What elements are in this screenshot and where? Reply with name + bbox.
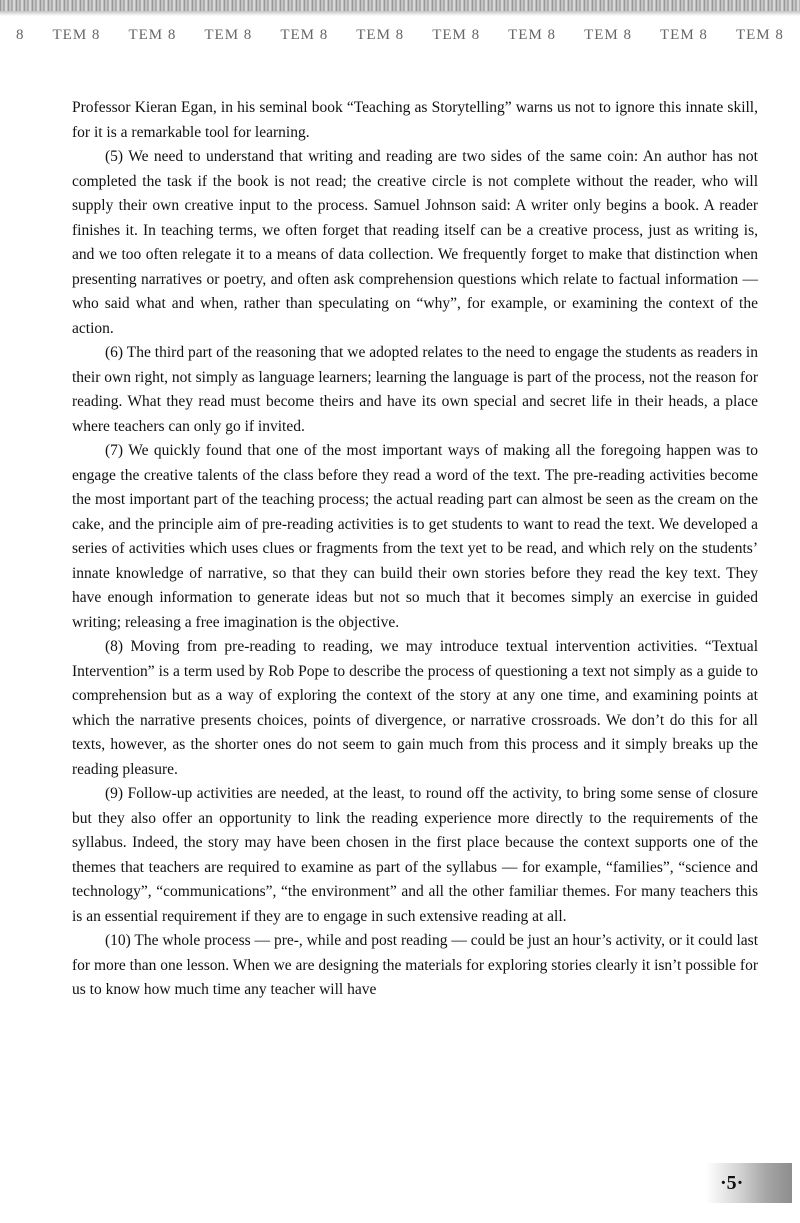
page-number: ·5· [706,1163,792,1203]
header-item: TEM 8 [280,26,329,43]
header-item: TEM 8 [204,26,253,43]
paragraph-10: (10) The whole process — pre-, while and post reading — could be just an hour’s activity, or it could last for more than one lesson. When we are designing the materials for exploring stories clearly it isn’t possible for us to know how much time any teacher will have [72,932,758,998]
header-item: TEM 8 [660,26,708,43]
paragraph-continued: Professor Kieran Egan, in his seminal book “Teaching as Storytelling” warns us not to ignore this innate skill, for it is a remarkable tool for learning. [72,99,758,141]
header-item: TEM 8 [52,26,101,43]
paragraph-7: (7) We quickly found that one of the most important ways of making all the foregoing happen was to engage the creative talents of the class before they read a word of the text. The pre-reading activities become the most important part of the teaching process; the actual reading part can almost be seen as the cream on the cake, and the principle aim of pre-reading activities is to get students to want to read the text. We developed a series of activities which uses clues or fragments from the text yet to be read, and which rely on the students’ innate knowledge of narrative, so that they can build their own stories before they read the key text. They have enough information to generate ideas but not so much that it becomes simply an exercise in guided writing; releasing a free imagination is the objective. [72,442,758,631]
header-item: TEM 8 [508,26,557,43]
article-body [72,96,758,1003]
paragraph-9: (9) Follow-up activities are needed, at the least, to round off the activity, to bring some sense of closure but they also offer an opportunity to link the reading experience more directly to the requirements of the syllabus. Indeed, the story may have been chosen in the first place because the context supports one of the themes that teachers are required to examine as part of the syllabus — for example, “families”, “science and technology”, “communications”, “the environment” and all the other familiar themes. For many teachers this is an essential requirement if they are to engage in such extensive reading at all. [72,785,758,925]
header-item: 8 [16,26,25,43]
paragraph-8: (8) Moving from pre-reading to reading, we may introduce textual intervention activities. “Textual Intervention” is a term used by Rob Pope to describe the process of questioning a text not simply as a guide to comprehension but as a way of exploring the context of the story at any one time, and examining points at which the narrative presents choices, points of divergence, or narrative crossroads. We don’t do this for all texts, however, as the shorter ones do not seem to gain much from this process and it simply breaks up the reading pleasure. [72,638,758,778]
scan-edge-artifact [0,0,800,16]
header-item: TEM 8 [356,26,405,43]
header-item: TEM 8 [735,26,784,43]
paragraph-5: (5) We need to understand that writing and reading are two sides of the same coin: An author has not completed the task if the book is not read; the creative circle is not complete without the reader, who will supply their own creative input to the process. Samuel Johnson said: A writer only begins a book. A reader finishes it. In teaching terms, we often forget that reading itself can be a creative process, just as writing is, and we too often relegate it to a means of data collection. We frequently forget to make that distinction when presenting narratives or poetry, and often ask comprehension questions which relate to factual information — who said what and when, rather than speculating on “why”, for example, or examining the context of the action. [72,148,758,337]
paragraph-6: (6) The third part of the reasoning that we adopted relates to the need to engage the students as readers in their own right, not simply as language learners; learning the language is part of the process, not the reason for reading. What they read must become theirs and have its own special and secret life in their heads, a place where teachers can only go if invited. [72,344,758,435]
header-item: TEM 8 [432,26,481,43]
header-item: TEM 8 [584,26,632,43]
running-header [0,24,800,46]
header-item: TEM 8 [128,26,177,43]
